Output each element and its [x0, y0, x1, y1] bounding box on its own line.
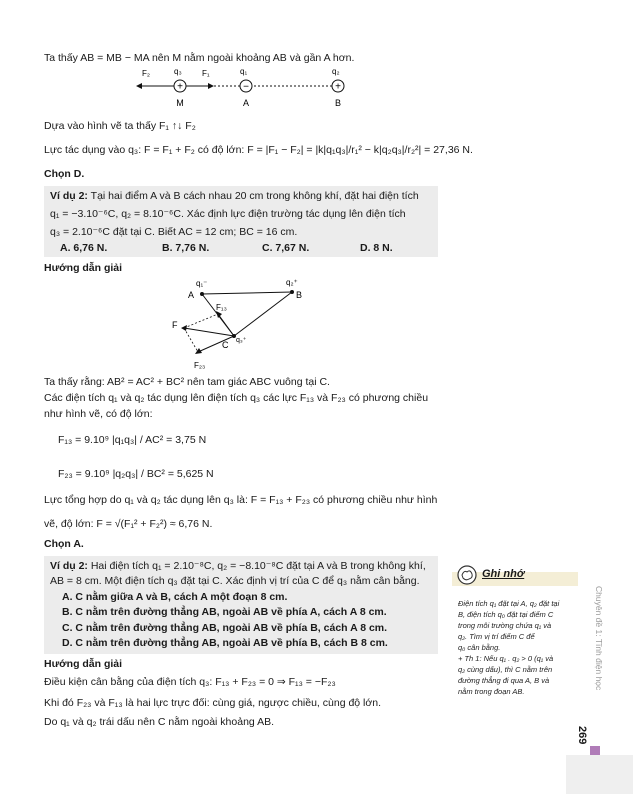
example-line: Ví dụ 2: Hai điện tích q₁ = 2.10⁻⁸C, q₂ = −8.10⁻⁸C đặt tại A và B trong không khí, — [50, 560, 426, 572]
text-line: Các điện tích q₁ và q₂ tác dụng lên điện tích q₃ các lực F₁₃ và F₂₃ có phương chiều — [44, 392, 429, 404]
text-line: Điều kiện cân bằng của điện tích q₃: F₁₃ + F₂₃ = 0 ⇒ F₁₃ = −F₂₃ — [44, 676, 336, 688]
note-body — [458, 598, 578, 697]
answer-line: Chọn D. — [44, 168, 85, 180]
label-q2: q₂⁺ — [286, 278, 298, 287]
label-f13: F₁₃ — [216, 303, 227, 312]
note-line: q₂ cùng dấu), thì C nằm trên — [458, 665, 553, 674]
text-line: Ta thấy rằng: AB² = AC² + BC² nên tam giác ABC vuông tại C. — [44, 376, 330, 388]
label-q3: q₃ — [174, 67, 182, 76]
example-line: AB = 8 cm. Một điện tích q₃ đặt tại C. Xác định vị trí của C để q₃ nằm cân bằng. — [50, 575, 420, 587]
text-line: vẽ, độ lớn: F = √(F₁² + F₂²) ≈ 6,76 N. — [44, 518, 213, 530]
note-title: Ghi nhớ — [482, 568, 525, 580]
figure-charges-line — [128, 66, 358, 110]
option-d: D. C nằm trên đường thẳng AB, ngoài AB về phía B, cách B 8 cm. — [62, 637, 388, 649]
minus-sign: − — [243, 81, 249, 93]
example-line: Ví dụ 2: Tại hai điểm A và B cách nhau 20 cm trong không khí, đặt hai điện tích — [50, 190, 419, 202]
vector-f23 — [198, 336, 234, 352]
vector-f13 — [218, 314, 234, 336]
label-a: A — [188, 290, 195, 300]
option-a: A. 6,76 N. — [60, 242, 108, 254]
example-line: q₁ = −3.10⁻⁶C, q₂ = 8.10⁻⁶C. Xác định lực điện trường tác dụng lên điện tích — [50, 208, 406, 220]
label-f: F — [172, 320, 178, 330]
answer-line: Chọn A. — [44, 538, 84, 550]
option-b: B. C nằm trên đường thẳng AB, ngoài AB về phía A, cách A 8 cm. — [62, 606, 387, 618]
example-title: Ví dụ 2: — [50, 560, 88, 572]
side-bc — [234, 292, 292, 336]
note-line: trong môi trường chứa q₁ và — [458, 621, 552, 630]
section-heading: Hướng dẫn giải — [44, 658, 123, 670]
label-f2: F₂ — [142, 69, 150, 78]
plus-sign: + — [177, 81, 183, 93]
note-line: q₀ cân bằng. — [458, 643, 501, 652]
plus-sign: + — [335, 81, 341, 93]
text-line: Ta thấy AB = MB − MA nên M nằm ngoài khoảng AB và gần A hơn. — [44, 52, 355, 64]
label-q3: q₃⁺ — [236, 337, 247, 344]
note-line: + Th 1: Nếu q₁ . q₂ > 0 (q₁ và — [458, 654, 554, 663]
arrow-head-icon — [136, 83, 142, 89]
label-q1: q₁ — [240, 67, 248, 76]
point-a — [200, 292, 204, 296]
page-number: 269 — [576, 726, 588, 745]
dashed-helper — [184, 328, 198, 352]
label-c: C — [222, 340, 229, 350]
text-line: Lực tổng hợp do q₁ và q₂ tác dụng lên q₃ là: F = F₁₃ + F₂₃ có phương chiều như hình — [44, 494, 438, 506]
corner-block — [566, 755, 633, 794]
option-d: D. 8 N. — [360, 242, 393, 254]
label-b: B — [296, 290, 303, 300]
label-f1: F₁ — [202, 69, 210, 78]
option-c: C. 7,67 N. — [262, 242, 310, 254]
example-box — [44, 186, 438, 257]
text-line: Lực tác dụng vào q₃: F = F₁ + F₂ có độ lớn: F = |F₁ − F₂| = |k|q₁q₃|/r₁² − k|q₂q₃|/r₂²| = 27,36 N. — [44, 144, 473, 156]
text-line: như hình vẽ, có độ lớn: — [44, 408, 153, 420]
figure-triangle-forces — [168, 278, 318, 372]
option-b: B. 7,76 N. — [162, 242, 210, 254]
note-line: Điện tích q₁ đặt tại A, q₂ đặt tại — [458, 599, 560, 608]
section-heading: Hướng dẫn giải — [44, 262, 123, 274]
note-line: B, điện tích q₀ đặt tại điểm C — [458, 610, 554, 619]
point-b — [290, 290, 294, 294]
brain-icon — [456, 564, 478, 586]
dashed-helper — [184, 314, 218, 328]
label-f23: F₂₃ — [194, 361, 206, 370]
side-ab — [202, 292, 292, 294]
label-a: A — [242, 98, 250, 108]
example-title: Ví dụ 2: — [50, 190, 88, 202]
text-line: Khi đó F₂₃ và F₁₃ là hai lực trực đối: cùng giá, ngược chiều, cùng độ lớn. — [44, 697, 382, 709]
formula-f13: F₁₃ = 9.10⁹ |q₁q₃| / AC² = 3,75 N — [58, 434, 207, 446]
option-a: A. C nằm giữa A và B, cách A một đoạn 8 cm. — [62, 591, 288, 603]
example-box — [44, 556, 438, 654]
chapter-label: Chuyên đề 1: Tĩnh điện học — [594, 586, 604, 691]
text-line: Dựa vào hình vẽ ta thấy F₁ ↑↓ F₂ — [44, 120, 196, 132]
label-q1: q₁⁻ — [196, 279, 208, 288]
note-line: đường thẳng đi qua A, B và — [458, 676, 550, 685]
vector-f — [184, 328, 234, 336]
formula-f23: F₂₃ = 9.10⁹ |q₂q₃| / BC² = 5,625 N — [58, 468, 214, 480]
option-c: C. C nằm trên đường thẳng AB, ngoài AB về phía B, cách A 8 cm. — [62, 622, 388, 634]
label-m: M — [176, 98, 184, 108]
note-line: nằm trong đoạn AB. — [458, 687, 525, 696]
example-line: q₃ = 2.10⁻⁶C đặt tại C. Biết AC = 12 cm; BC = 16 cm. — [50, 226, 298, 238]
text-line: Do q₁ và q₂ trái dấu nên C nằm ngoài khoảng AB. — [44, 716, 275, 728]
label-b: B — [334, 98, 342, 108]
note-line: q₂. Tìm vị trí điểm C để — [458, 632, 535, 641]
arrow-head-icon — [216, 311, 222, 318]
label-q2: q₂ — [332, 67, 340, 76]
